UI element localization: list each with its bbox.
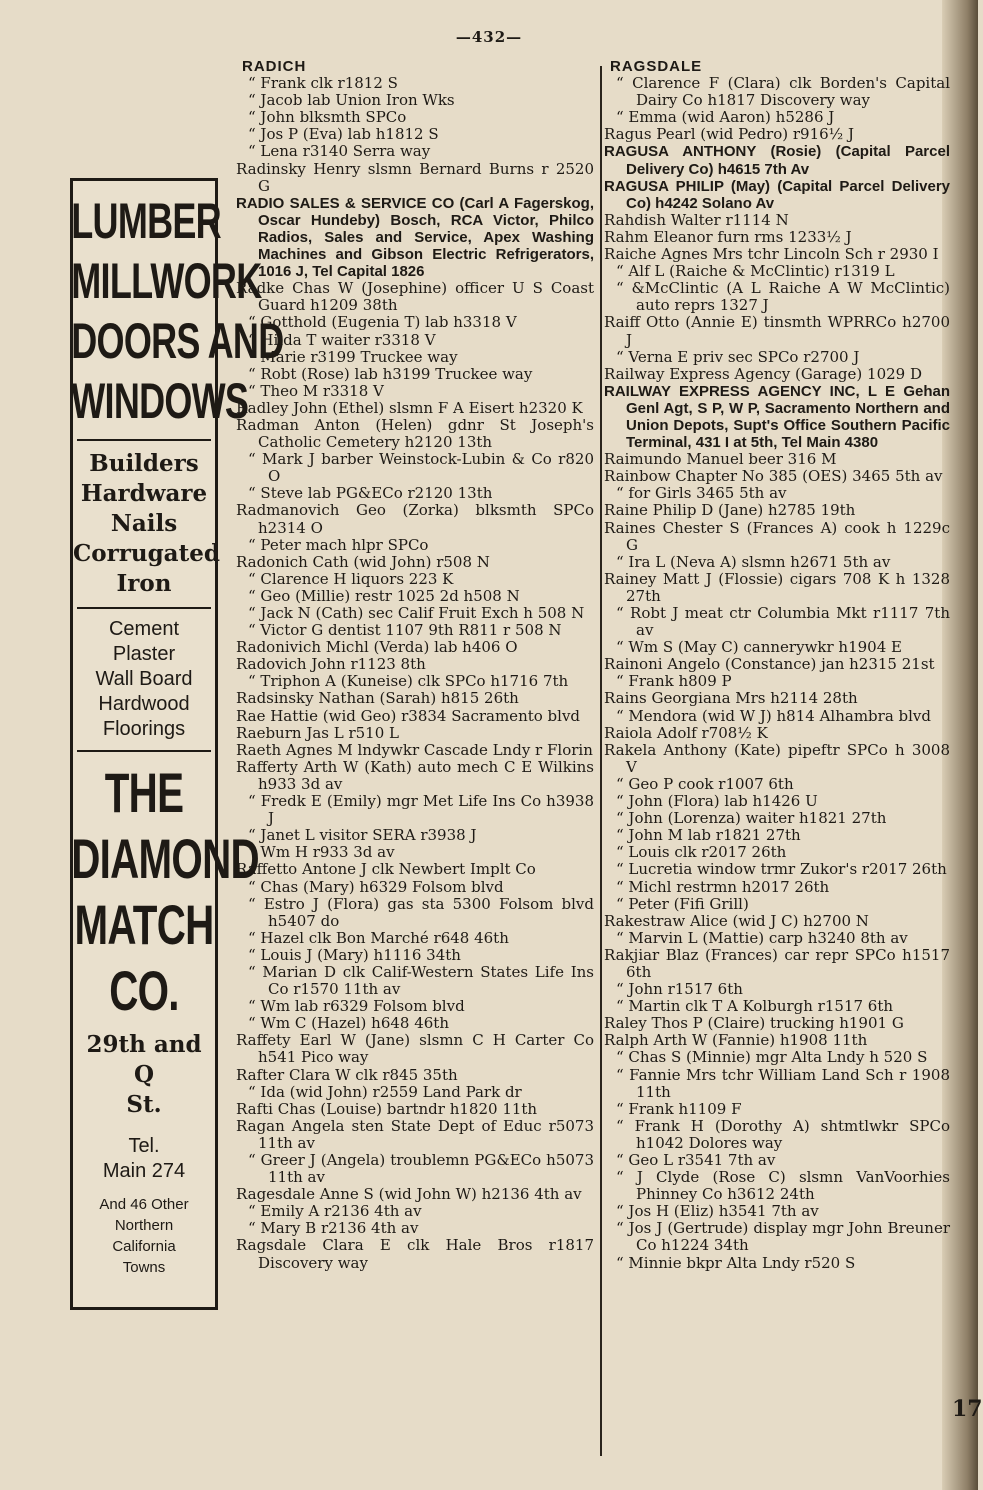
directory-entry: Ragesdale Anne S (wid John W) h2136 4th av [236, 1185, 582, 1204]
directory-entry: “ Hilda T waiter r3318 V [248, 330, 436, 349]
ad-block-lumber [71, 191, 284, 431]
directory-entry: Raines Chester S (Frances A) cook h 1229c G [604, 518, 950, 554]
directory-entry: Rae Hattie (wid Geo) r3834 Sacramento blvd [236, 706, 581, 725]
ad-line: Corrugated [73, 540, 220, 567]
directory-entry: “ Geo P cook r1007 6th [616, 774, 794, 793]
directory-entry: “ Lucretia window trmr Zukor's r2017 26th [616, 860, 947, 879]
directory-entry: “ John M lab r1821 27th [616, 826, 801, 845]
ad-line: WINDOWS [71, 373, 249, 429]
directory-entry: “ Mary B r2136 4th av [248, 1219, 419, 1238]
directory-entry: “ Jos P (Eva) lab h1812 S [248, 125, 439, 144]
ad-line: DIAMOND [71, 827, 259, 890]
directory-entry: “ Mark J barber Weinstock-Lubin & Co r820 O [248, 450, 594, 486]
directory-entry: Rainey Matt J (Flossie) cigars 708 K h 1328 27th [604, 569, 950, 605]
directory-entry: Raimundo Manuel beer 316 M [604, 450, 837, 469]
ad-line: Towns [122, 1259, 166, 1276]
directory-entry: Rahdish Walter r1114 N [604, 210, 789, 229]
directory-entry: Ralph Arth W (Fannie) h1908 11th [604, 1031, 868, 1050]
directory-entry: “ Emily A r2136 4th av [248, 1202, 422, 1221]
directory-entry: Raley Thos P (Claire) trucking h1901 G [604, 1014, 904, 1033]
directory-entry: “ John (Flora) lab h1426 U [616, 792, 818, 811]
ad-line: Tel. [128, 1135, 160, 1157]
surname-heading: RAGSDALE [610, 58, 703, 75]
directory-entry: “ J Clyde (Rose C) slsmn VanVoorhies Phinney Co h3612 24th [616, 1168, 950, 1204]
directory-entry: “ Robt J meat ctr Columbia Mkt r1117 7th av [616, 604, 950, 640]
directory-entry: “ Jack N (Cath) sec Calif Fruit Exch h 508 N [248, 604, 585, 622]
directory-entry: Raeth Agnes M lndywkr Cascade Lndy r Florin [236, 740, 593, 759]
directory-entry: “ Fredk E (Emily) mgr Met Life Ins Co h3938 J [248, 792, 594, 828]
ad-line: DOORS AND [71, 313, 284, 369]
directory-entry: “ Janet L visitor SERA r3938 J [248, 826, 477, 845]
directory-entry: “ Marvin L (Mattie) carp h3240 8th av [616, 928, 908, 947]
directory-entry: “ for Girls 3465 5th av [616, 484, 787, 503]
entry-list [230, 75, 594, 1272]
directory-entry: “ Wm lab r6329 Folsom blvd [248, 997, 465, 1016]
ad-line: Plaster [112, 643, 176, 665]
directory-entry: Ragan Angela sten State Dept of Educ r5073 11th av [236, 1116, 594, 1152]
ad-line: CO. [109, 959, 179, 1022]
ad-line: Cement [108, 618, 180, 640]
directory-entry: “ John blksmth SPCo [248, 108, 407, 127]
directory-entry: “ Geo L r3541 7th av [616, 1151, 776, 1169]
directory-entry: “ Louis J (Mary) h1116 34th [248, 945, 461, 964]
directory-entry: “ Lena r3140 Serra way [248, 142, 431, 161]
directory-entry: Radinsky Henry slsmn Bernard Burns r 2520 G [236, 159, 594, 195]
directory-entry: Rafferty Arth W (Kath) auto mech C E Wilkins h933 3d av [236, 757, 594, 793]
directory-entry: “ Estro J (Flora) gas sta 5300 Folsom blvd h5407 do [248, 894, 594, 930]
ad-line: Northern [114, 1217, 174, 1234]
directory-entry: Rakela Anthony (Kate) pipeftr SPCo h 3008 V [604, 740, 950, 776]
directory-entry: Radonivich Michl (Verda) lab h406 O [236, 638, 518, 657]
directory-entry: Ragsdale Clara E clk Hale Bros r1817 Discovery way [236, 1236, 594, 1272]
directory-entry: “ Wm C (Hazel) h648 46th [248, 1014, 449, 1033]
page-number: —432— [455, 28, 523, 46]
directory-entry: Rainbow Chapter No 385 (OES) 3465 5th av [604, 467, 943, 486]
directory-entry: Rains Georgiana Mrs h2114 28th [604, 689, 858, 708]
directory-entry: “ Steve lab PG&ECo r2120 13th [248, 484, 493, 503]
ad-block-hardware [73, 449, 220, 599]
directory-entry: Raeburn Jas L r510 L [236, 723, 400, 742]
directory-entry: “ Frank clk r1812 S [248, 74, 398, 93]
directory-entry: “ Victor G dentist 1107 9th R811 r 508 N [248, 621, 562, 640]
directory-entry: “ Frank H (Dorothy A) shtmtlwkr SPCo h1042 Dolores way [616, 1116, 950, 1152]
directory-entry: “ Geo (Millie) restr 1025 2d h508 N [248, 586, 520, 605]
ad-block-address [73, 1030, 215, 1120]
directory-entry: Radley John (Ethel) slsmn F A Eisert h2320 K [236, 398, 583, 417]
directory-entry: Radke Chas W (Josephine) officer U S Coast Guard h1209 38th [236, 279, 594, 315]
directory-entry: Raiff Otto (Annie E) tinsmth WPRRCo h2700 J [604, 313, 950, 349]
entry-list [598, 75, 950, 1272]
directory-entry: “ Peter (Fifi Grill) [616, 894, 749, 913]
directory-entry: “ Theo M r3318 V [248, 381, 384, 400]
directory-entry: “ Louis clk r2017 26th [616, 843, 787, 862]
directory-entry: Ragus Pearl (wid Pedro) r916½ J [604, 125, 854, 144]
directory-entry: “ Triphon A (Kuneise) clk SPCo h1716 7th [248, 672, 569, 691]
directory-entry: Raffetto Antone J clk Newbert Implt Co [236, 860, 536, 879]
directory-entry: Raiola Adolf r708½ K [604, 723, 768, 742]
margin-mark: 17 [952, 1396, 983, 1422]
directory-entry: Radsinsky Nathan (Sarah) h815 26th [236, 689, 519, 708]
directory-entry: “ Clarence F (Clara) clk Borden's Capital Dairy Co h1817 Discovery way [616, 74, 950, 110]
directory-entry: “ John r1517 6th [616, 980, 743, 999]
directory-entry: “ Fannie Mrs tchr William Land Sch r 1908 11th [616, 1065, 950, 1101]
directory-entry: Rafter Clara W clk r845 35th [236, 1065, 458, 1084]
directory-entry: “ Chas S (Minnie) mgr Alta Lndy h 520 S [616, 1048, 928, 1067]
directory-entry: Radonich Cath (wid John) r508 N [236, 552, 490, 571]
ad-block-materials [73, 617, 215, 742]
ad-line: California [112, 1238, 176, 1255]
diamond-match-advertisement [70, 178, 284, 1310]
directory-entry: “ Wm H r933 3d av [248, 843, 395, 862]
directory-entry: “ Hazel clk Bon Marché r648 46th [248, 928, 509, 947]
directory-entry: “ Jacob lab Union Iron Wks [248, 91, 455, 110]
directory-entry: RAILWAY EXPRESS AGENCY INC, L E Gehan Genl Agt, S P, W P, Sacramento Northern and Union Depots, Supt's Office Southern Pacific Terminal, 431 I at 5th, Tel Main 4380 [604, 382, 950, 452]
ad-block-company [71, 760, 259, 1024]
ad-line: Hardware [80, 480, 208, 507]
ad-line: Builders [89, 450, 199, 477]
directory-entry: Rahm Eleanor furn rms 1233½ J [604, 227, 852, 246]
directory-entry: RADIO SALES & SERVICE CO (Carl A Fagerskog, Oscar Hundeby) Bosch, RCA Victor, Philco Radios, Sales and Service, Apex Washing Machines and Gibson Electric Refrigerators, 1016 J, Tel Capital 1826 [236, 194, 594, 281]
ad-line: LUMBER [71, 193, 221, 249]
directory-entry: Rakjiar Blaz (Frances) car repr SPCo h1517 6th [604, 945, 950, 981]
directory-entry: Rafti Chas (Louise) bartndr h1820 11th [236, 1099, 538, 1118]
surname-heading: RADICH [242, 58, 307, 75]
ad-block-phone [73, 1134, 215, 1184]
directory-entry: “ Clarence H liquors 223 K [248, 569, 454, 588]
ad-line: Hardwood [98, 693, 190, 715]
ad-divider [77, 607, 211, 609]
directory-entry: Radovich John r1123 8th [236, 655, 426, 674]
directory-entry: Radman Anton (Helen) gdnr St Joseph's Catholic Cemetery h2120 13th [236, 415, 594, 452]
directory-entry: “ Ida (wid John) r2559 Land Park dr [248, 1082, 522, 1101]
directory-entry: Raine Philip D (Jane) h2785 19th [604, 501, 856, 520]
directory-entry: Radmanovich Geo (Zorka) blksmth SPCo h2314 O [236, 501, 594, 537]
directory-entry: “ Michl restrmn h2017 26th [616, 877, 830, 896]
directory-entry: Rakestraw Alice (wid J C) h2700 N [604, 911, 869, 930]
directory-entry: Raffety Earl W (Jane) slsmn C H Carter Co h541 Pico way [236, 1031, 594, 1067]
ad-line: THE [104, 761, 184, 824]
directory-entry: RAGUSA PHILIP (May) (Capital Parcel Delivery Co) h4242 Solano Av [604, 177, 950, 212]
directory-entry: Raiche Agnes Mrs tchr Lincoln Sch r 2930 I [604, 245, 939, 264]
directory-entry: “ Marie r3199 Truckee way [248, 347, 458, 366]
ad-line: MILLWORK [71, 253, 262, 309]
ad-divider [77, 750, 211, 752]
directory-entry: RAGUSA ANTHONY (Rosie) (Capital Parcel Delivery Co) h4615 7th Av [604, 143, 950, 178]
directory-entry: “ John (Lorenza) waiter h1821 27th [616, 809, 887, 828]
directory-entry: “ Peter mach hlpr SPCo [248, 535, 429, 554]
directory-entry: “ Verna E priv sec SPCo r2700 J [616, 347, 860, 366]
ad-line: And 46 Other [99, 1196, 189, 1213]
directory-entry: “ Martin clk T A Kolburgh r1517 6th [616, 997, 894, 1016]
directory-entry: “ Emma (wid Aaron) h5286 J [616, 108, 835, 127]
directory-entry: “ Ira L (Neva A) slsmn h2671 5th av [616, 552, 891, 571]
ad-line: Iron [116, 570, 172, 597]
directory-entry: “ Alf L (Raiche & McClintic) r1319 L [616, 262, 895, 281]
directory-column-right [598, 58, 950, 1272]
ad-line: Nails [110, 510, 178, 537]
directory-entry: “ Gotthold (Eugenia T) lab h3318 V [248, 313, 517, 332]
directory-entry: Railway Express Agency (Garage) 1029 D [604, 364, 922, 383]
ad-line: Wall Board [95, 668, 193, 690]
ad-divider [77, 439, 211, 441]
directory-column-middle [230, 58, 594, 1272]
directory-entry: “ Minnie bkpr Alta Lndy r520 S [616, 1253, 856, 1272]
directory-entry: “ &McClintic (A L Raiche A W McClintic) auto reprs 1327 J [616, 279, 950, 315]
ad-block-towns [73, 1194, 215, 1278]
directory-entry: “ Robt (Rose) lab h3199 Truckee way [248, 364, 533, 383]
ad-line: Main 274 [102, 1160, 186, 1182]
directory-entry: “ Mendora (wid W J) h814 Alhambra blvd [616, 706, 931, 725]
directory-entry: “ Frank h1109 F [616, 1099, 742, 1118]
ad-line: Floorings [102, 718, 186, 740]
directory-entry: “ Greer J (Angela) troublemn PG&ECo h5073 11th av [248, 1151, 594, 1187]
directory-entry: “ Wm S (May C) cannerywkr h1904 E [616, 638, 902, 657]
directory-entry: “ Frank h809 P [616, 672, 732, 691]
directory-entry: “ Jos H (Eliz) h3541 7th av [616, 1202, 819, 1221]
ad-line: MATCH [74, 893, 214, 956]
directory-entry: “ Jos J (Gertrude) display mgr John Breuner Co h1224 34th [616, 1219, 950, 1255]
directory-entry: “ Marian D clk Calif-Western States Life Ins Co r1570 11th av [248, 962, 594, 999]
directory-entry: Rainoni Angelo (Constance) jan h2315 21st [604, 655, 935, 674]
directory-entry: “ Chas (Mary) h6329 Folsom blvd [248, 877, 504, 896]
ad-line: 29th and Q [86, 1031, 202, 1088]
ad-line: St. [126, 1091, 162, 1118]
